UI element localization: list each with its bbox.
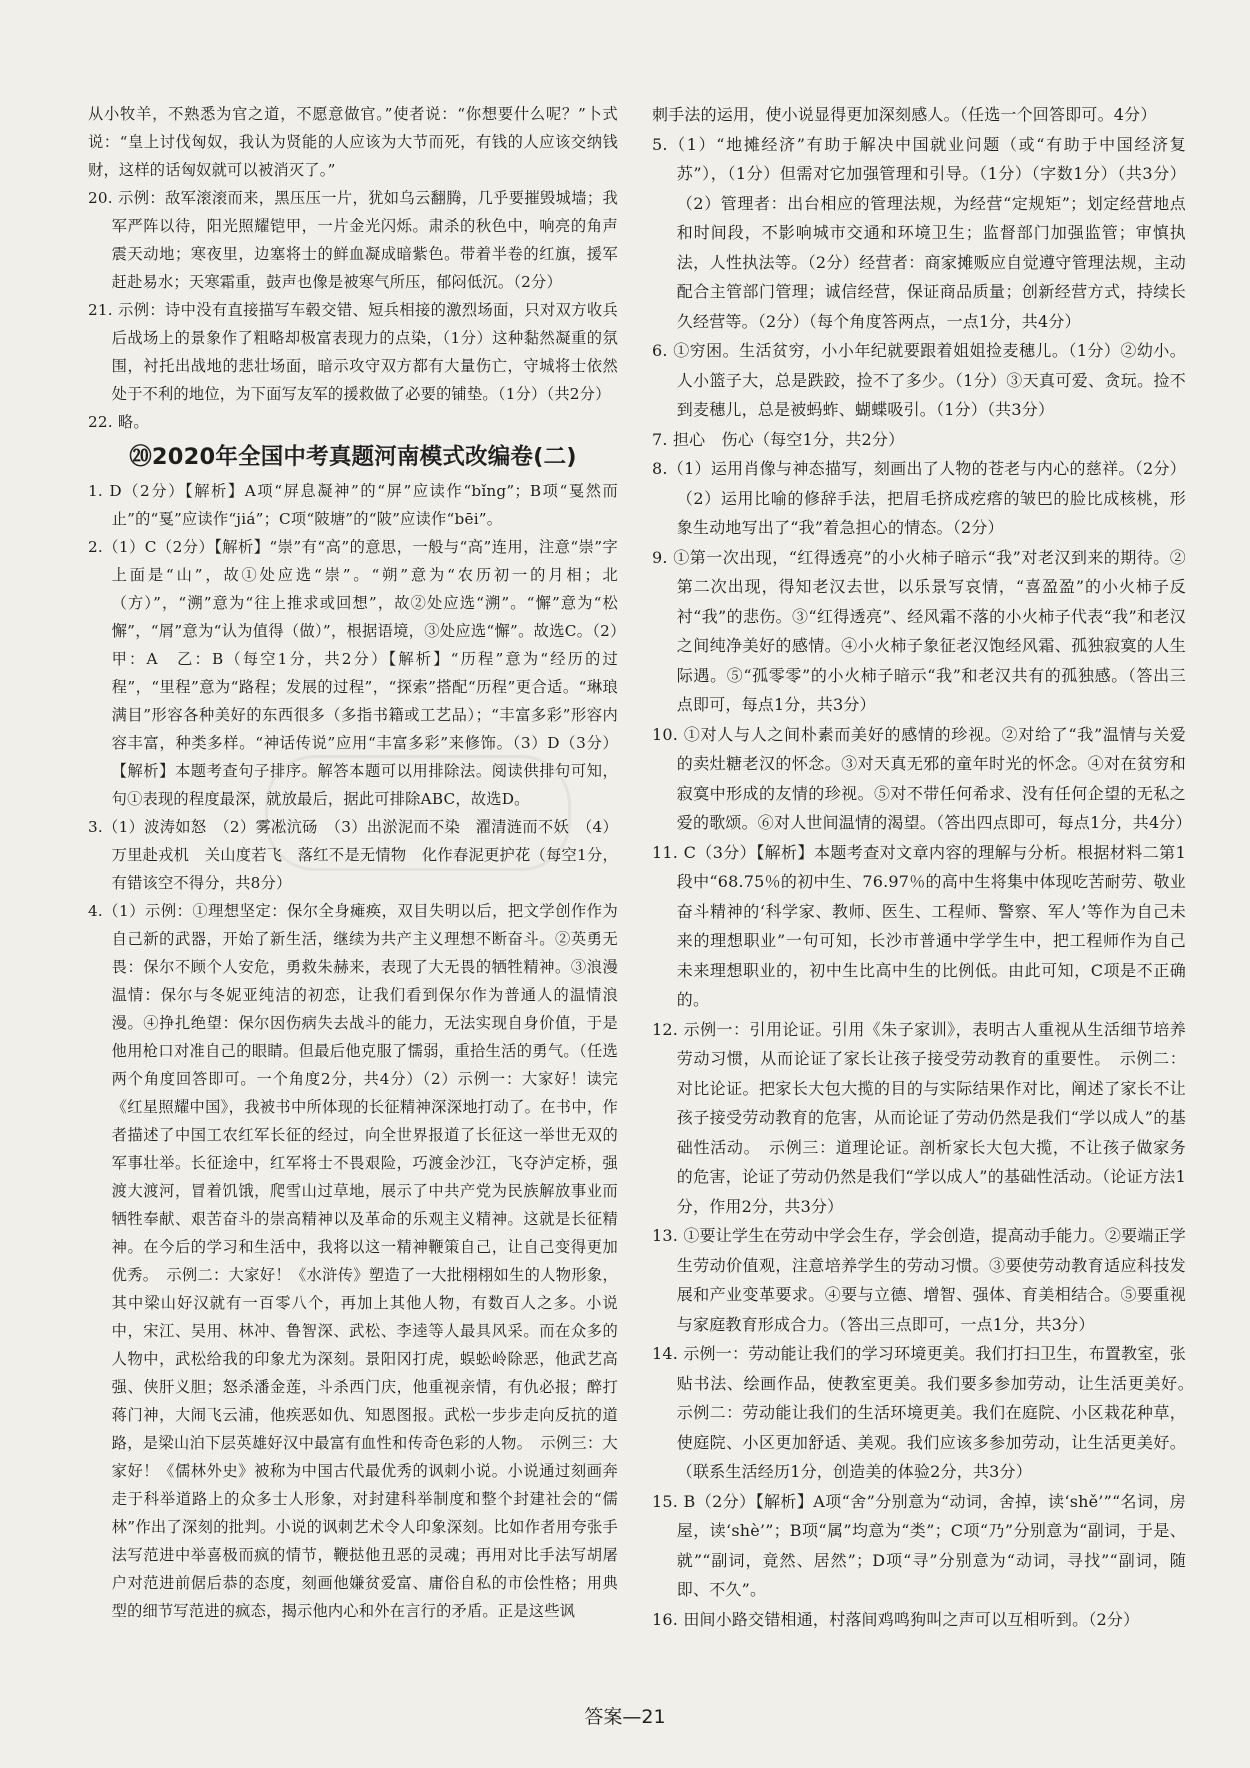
answer-item: 16. 田间小路交错相通，村落间鸡鸣狗叫之声可以互相听到。（2分） (652, 1609, 1140, 1629)
answer-item: 10. ①对人与人之间朴素而美好的感情的珍视。②对给了“我”温情与关爱的卖灶糖老汉的怀念。③对天真无邪的童年时光的怀念。④对在贫穷和寂寞中形成的友情的珍视。⑤对不带任何希求、没有任何企望的无私之爱的歌颂。⑥对人世间温情的渴望。（答出四点即可，每点1分，共4分） (652, 724, 1192, 832)
answer-item: 3.（1）波涛如怒 （2）雾凇沆砀 （3）出淤泥而不染 濯清涟而不妖 （4）万里赴戎机 关山度若飞 落红不是无情物 化作春泥更护花（每空1分，有错该空不得分，共8分） (88, 818, 618, 892)
answer-item: 11. C（3分）【解析】本题考查对文章内容的理解与分析。根据材料二第1段中“68.75％的初中生、76.97％的高中生将集中体现吃苦耐劳、敬业奋斗精神的‘科学家、教师、医生、工程师、警察、军人’等作为自己未来的理想职业”一句可知，长沙市普通中学学生中，把工程师作为自己未来理想职业的，初中生比高中生的比例低。由此可知，C项是不正确的。 (652, 842, 1186, 1009)
section-title: ⑳2020年全国中考真题河南模式改编卷(二) (129, 444, 577, 470)
answer-item: 8.（1）运用肖像与神态描写，刻画出了人物的苍老与内心的慈祥。（2分）（2）运用比喻的修辞手法，把眉毛挤成疙瘩的皱巴的脸比成核桃，形象生动地写出了“我”着急担心的情态。（2分） (652, 459, 1186, 537)
right-column (652, 100, 1203, 1634)
answer-item: 7. 担心 伤心（每空1分，共2分） (652, 429, 905, 449)
answer-item: 1. D（2分）【解析】A项“屏息凝神”的“屏”应读作“bǐng”；B项“戛然而止”的“戛”应读作“jiá”；C项“陂塘”的“陂”应读作“bēi”。 (88, 482, 618, 528)
answer-item: 22. 略。 (88, 413, 149, 431)
answer-item: 13. ①要让学生在劳动中学会生存，学会创造，提高动手能力。②要端正学生劳动价值观，注意培养学生的劳动习惯。③要使劳动教育适应科技发展和产业变革要求。④要与立德、增智、强体、育美相结合。⑤要重视与家庭教育形成合力。（答出三点即可，一点1分，共3分） (652, 1226, 1186, 1334)
left-column (88, 100, 618, 1625)
answer-item: 21. 示例：诗中没有直接描写车毂交错、短兵相接的激烈场面，只对双方收兵后战场上的景象作了粗略却极富表现力的点染，（1分）这种黏然凝重的氛围，衬托出战地的悲壮场面，暗示攻守双方都有大量伤亡，守城将士依然处于不利的地位，为下面写友军的援救做了必要的铺垫。（1分）（共2分） (88, 301, 618, 403)
answer-item: 2.（1）C（2分）【解析】“崇”有“高”的意思，一般与“高”连用，注意“崇”字上面是“山”，故①处应选“崇”。“朔”意为“农历初一的月相；北（方）”，“溯”意为“往上推求或回想”，故②处应选“溯”。“懈”意为“松懈”，“屑”意为“认为值得（做）”，根据语境，③处应选“懈”。故选C。（2）甲：A 乙：B（每空1分，共2分）【解析】“历程”意为“经历的过程”，“里程”意为“路程；发展的过程”，“探索”搭配“历程”更合适。“琳琅满目”形容各种美好的东西很多（多指书籍或工艺品）；“丰富多彩”形容内容丰富，种类多样。“神话传说”应用“丰富多彩”来修饰。（3）D（3分）【解析】本题考查句子排序。解答本题可以用排除法。阅读供排句可知，句①表现的程度最深，就放最后，据此可排除ABC，故选D。 (88, 538, 618, 808)
answer-item: 20. 示例：敌军滚滚而来，黑压压一片，犹如乌云翻腾，几乎要摧毁城墙；我军严阵以待，阳光照耀铠甲，一片金光闪烁。肃杀的秋色中，响亮的角声震天动地；寒夜里，边塞将士的鲜血凝成暗紫色。带着半卷的红旗，援军赶赴易水；天寒霜重，鼓声也像是被寒气所压，郁闷低沉。（2分） (88, 189, 618, 291)
answer-item: 5.（1）“地摊经济”有助于解决中国就业问题（或“有助于中国经济复苏”），（1分）但需对它加强管理和引导。（1分）（字数1分）（共3分）（2）管理者：出台相应的管理法规，为经营“定规矩”；划定经营地点和时间段，不影响城市交通和环境卫生；监督部门加强监管；审慎执法，人性执法等。（2分）经营者：商家摊贩应自觉遵守管理法规，主动配合主管部门管理；诚信经营，保证商品质量；创新经营方式，持续长久经营等。（2分）（每个角度答两点，一点1分，共4分） (652, 134, 1186, 331)
answer-item: 6. ①穷困。生活贫穷，小小年纪就要跟着姐姐捡麦穗儿。（1分）②幼小。人小篮子大，总是跌跤，捡不了多少。（1分）③天真可爱、贪玩。捡不到麦穗儿，总是被蚂蚱、蝴蝶吸引。（1分）（共3分） (652, 341, 1186, 419)
answer-item: 刺手法的运用，使小说显得更加深刻感人。（任选一个回答即可。4分） (652, 105, 1157, 124)
answer-item: 15. B（2分）【解析】A项“舍”分别意为“动词，舍掉，读‘shě’”“名词，房屋，读‘shè’”；B项“属”均意为“类”；C项“乃”分别意为“副词，于是、就”“副词，竟然、居然”；D项“寻”分别意为“动词，寻找”“副词，随即、不久”。 (652, 1491, 1186, 1599)
answer-item: 4.（1）示例：①理想坚定：保尔全身瘫痪，双目失明以后，把文学创作作为自己新的武器，开始了新生活，继续为共产主义理想不断奋斗。②英勇无畏：保尔不顾个人安危，勇救朱赫来，表现了大无畏的牺牲精神。③浪漫温情：保尔与冬妮亚纯洁的初恋，让我们看到保尔作为普通人的温情浪漫。④挣扎绝望：保尔因伤病失去战斗的能力，无法实现自身价值，于是他用枪口对准自己的眼睛。但最后他克服了懦弱，重拾生活的勇气。（任选两个角度回答即可。一个角度2分，共4分）（2）示例一：大家好！读完《红星照耀中国》，我被书中所体现的长征精神深深地打动了。在书中，作者描述了中国工农红军长征的经过，向全世界报道了长征这一举世无双的军事壮举。长征途中，红军将士不畏艰险，巧渡金沙江，飞夺泸定桥，强渡大渡河，冒着饥饿，爬雪山过草地，展示了中共产党为民族解放事业而牺牲奉献、艰苦奋斗的崇高精神以及革命的乐观主义精神。这就是长征精神。在今后的学习和生活中，我将以这一精神鞭策自己，让自己变得更加优秀。 示例二：大家好！《水浒传》塑造了一大批栩栩如生的人物形象，其中梁山好汉就有一百零八个，再加上其他人物，有数百人之多。小说中，宋江、吴用、林冲、鲁智深、武松、李逵等人最具风采。而在众多的人物中，武松给我的印象尤为深刻。景阳冈打虎，蜈蚣岭除恶，他武艺高强、侠肝义胆；怒杀潘金莲，斗杀西门庆，他重视亲情，有仇必报；醉打蒋门神，大闹飞云浦，他疾恶如仇、知恩图报。武松一步步走向反抗的道路，是梁山泊下层英雄好汉中最富有血性和传奇色彩的人物。 示例三：大家好！《儒林外史》被称为中国古代最优秀的讽刺小说。小说通过刻画奔走于科举道路上的众多士人形象，对封建科举制度和整个封建社会的“儒林”作出了深刻的批判。小说的讽刺艺术令人印象深刻。比如作者用夸张手法写范进中举喜极而疯的情节，鞭挞他丑恶的灵魂；再用对比手法写胡屠户对范进前倨后恭的态度，刻画他嫌贫爱富、庸俗自私的市侩性格；用典型的细节写范进的疯态，揭示他内心和外在言行的矛盾。正是这些讽 (88, 902, 618, 1620)
answer-item: 12. 示例一：引用论证。引用《朱子家训》，表明古人重视从生活细节培养劳动习惯，从而论证了家长让孩子接受劳动教育的重要性。 示例二：对比论证。把家长大包大揽的目的与实际结果作对比，阐述了家长不让孩子接受劳动教育的危害，从而论证了劳动仍然是我们“学以成人”的基础性活动。 示例三：道理论证。剖析家长大包大揽，不让孩子做家务的危害，论证了劳动仍然是我们“学以成人”的基础性活动。（论证方法1分，作用2分，共3分） (652, 1019, 1186, 1216)
answer-item: 14. 示例一：劳动能让我们的学习环境更美。我们打扫卫生，布置教室，张贴书法、绘画作品，使教室更美。我们要多参加劳动，让生活更美好。 示例二：劳动能让我们的生活环境更美。我们在庭院、小区栽花种草，使庭院、小区更加舒适、美观。我们应该多参加劳动，让生活更美好。（联系生活经历1分，创造美的体验2分，共3分） (652, 1344, 1203, 1481)
answer-item: 9. ①第一次出现，“红得透亮”的小火柿子暗示“我”对老汉到来的期待。②第二次出现，得知老汉去世，以乐景写哀情，“喜盈盈”的小火柿子反衬“我”的悲伤。③“红得透亮”、经风霜不落的小火柿子代表“我”和老汉之间纯净美好的感情。④小火柿子象征老汉饱经风霜、孤独寂寞的人生际遇。⑤“孤零零”的小火柿子暗示“我”和老汉共有的孤独感。（答出三点即可，每点1分，共3分） (652, 547, 1186, 714)
page-number: 答案—21 (584, 1706, 666, 1728)
paragraph: 从小牧羊，不熟悉为官之道，不愿意做官。”使者说：“你想要什么呢？”卜式说：“皇上讨伐匈奴，我认为贤能的人应该为大节而死，有钱的人应该交纳钱财，这样的话匈奴就可以被消灭了。” (88, 105, 618, 179)
